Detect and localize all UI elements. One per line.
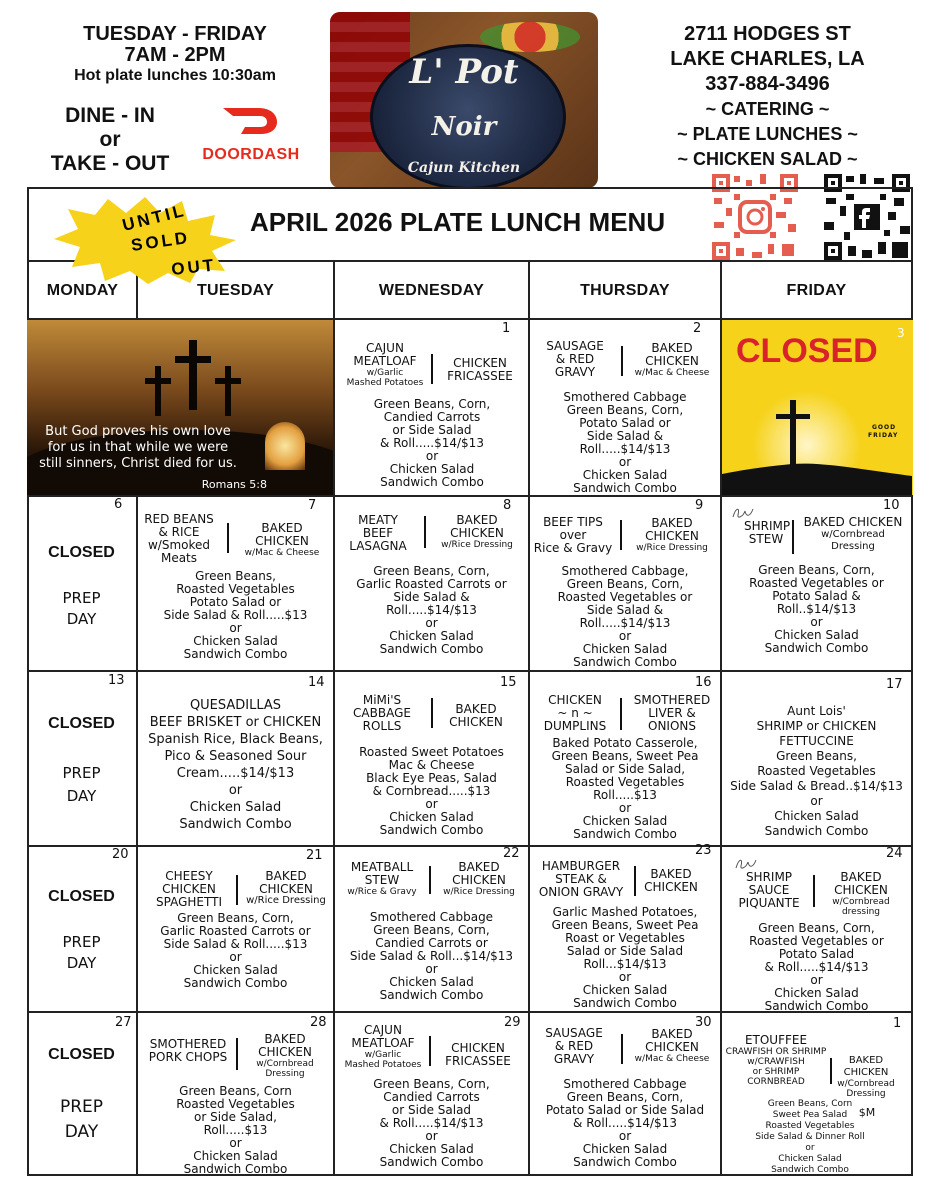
easter-verse-image: [27, 320, 333, 495]
entree-a: SHRIMP STEW: [744, 519, 791, 546]
entree-a: SMOTHERED PORK CHOPS: [148, 1037, 228, 1064]
entree-a: CHICKEN ~ n ~ DUMPLINS: [543, 693, 607, 733]
sides: Green Beans, Roasted Vegetables Potato Salad or Side Salad & Roll.....$13 or Chicken Salad Sandwich Combo: [163, 569, 308, 661]
hours-time: 7AM - 2PM: [124, 44, 226, 66]
phone: 337-884-3496: [705, 73, 830, 95]
entree-b: BAKED CHICKEN w/Rice Dressing: [443, 860, 515, 897]
prep-day: PREP DAY: [62, 933, 101, 972]
closed-label: CLOSED: [736, 332, 878, 370]
day-wednesday: WEDNESDAY: [378, 282, 485, 299]
sides: Roasted Sweet Potatoes Mac & Cheese Black Eye Peas, Salad & Cornbread.....$13 or Chicken Salad Sandwich Combo: [359, 745, 504, 837]
entree-b: BAKED CHICKEN w/Mac & Cheese: [634, 341, 710, 378]
sides: Smothered Cabbage Green Beans, Corn, Candied Carrots or Side Salad & Roll...$14/$13 or Chicken Salad Sandwich Combo: [349, 910, 514, 1002]
day-thursday: THURSDAY: [580, 282, 670, 299]
entree-b: BAKED CHICKEN w/Mac & Cheese: [244, 521, 320, 558]
crosses-icon: [137, 340, 257, 420]
entree-b: BAKED CHICKEN w/Rice Dressing: [636, 516, 708, 553]
date-number: 10: [883, 498, 900, 513]
hours-hot: Hot plate lunches 10:30am: [74, 67, 276, 84]
friday-label: FRIDAY: [868, 432, 899, 439]
logo-line1: L' Pot: [409, 52, 519, 92]
entree-a: CAJUN MEATLOAF w/Garlic Mashed Potatoes: [344, 1023, 422, 1070]
date-number: 13: [108, 673, 125, 688]
entree-b: BAKED CHICKEN w/Cornbread Dressing: [256, 1032, 314, 1079]
entree-b: BAKED CHICKEN w/Rice Dressing: [441, 513, 513, 550]
sides: Green Beans, Corn Roasted Vegetables or Side Salad, Roll.....$13 or Chicken Salad Sandwich Combo: [176, 1084, 295, 1176]
badge-out: OUT: [170, 255, 218, 279]
date-number: 23: [695, 843, 712, 858]
entree-a: HAMBURGER STEAK & ONION GRAVY: [538, 859, 624, 899]
menu-text: QUESADILLAS BEEF BRISKET or CHICKEN Spanish Rice, Black Beans, Pico & Seasoned Sour Cream.....$14/$13 or Chicken Salad Sandwich Combo: [148, 698, 323, 832]
entree-b: CHICKEN FRICASSEE: [447, 356, 513, 383]
verse-text: But God proves his own love for us in that while we were still sinners, Christ died for us.: [39, 424, 237, 471]
entree-b: BAKED CHICKEN w/Cornbread dressing: [832, 870, 890, 917]
hours-block: [50, 24, 300, 86]
closed-label: CLOSED: [48, 544, 115, 561]
sides: Smothered Cabbage Green Beans, Corn, Potato Salad or Side Salad & Roll.....$14/$13 or Chicken Salad Sandwich Combo: [563, 390, 687, 495]
address-block: [625, 22, 910, 172]
entree-b: CHICKEN FRICASSEE: [445, 1041, 511, 1068]
date-number: 24: [886, 846, 903, 861]
doordash-icon: [215, 102, 325, 138]
good-label: GOOD: [872, 424, 897, 431]
prep-day: PREP DAY: [62, 589, 101, 628]
sides: Green Beans, Corn Sweet Pea Salad Roasted Vegetables Side Salad & Dinner Roll or Chicken Salad Sandwich Combo: [755, 1099, 865, 1175]
closed-label: CLOSED: [48, 888, 115, 905]
closed-label: CLOSED: [48, 1046, 115, 1063]
entree-a: MiMi'S CABBAGE ROLLS: [353, 693, 411, 733]
logo-line2: Noir: [431, 112, 497, 142]
date-number: 14: [308, 675, 325, 690]
date-number: 7: [308, 498, 317, 513]
good-friday-closed: [722, 320, 913, 495]
sides: Green Beans, Corn, Roasted Vegetables or Potato Salad & Roll..$14/$13 or Chicken Salad Sandwich Combo: [749, 563, 884, 655]
dine-or: or: [99, 128, 121, 151]
cross-silhouette-icon: [722, 396, 912, 495]
entree-a: BEEF TIPS over Rice & Gravy: [533, 515, 613, 555]
logo-line3: Cajun Kitchen: [407, 160, 521, 176]
entree-b: BAKED CHICKEN w/Cornbread Dressing: [803, 515, 903, 552]
entree-a: ETOUFFEE CRAWFISH OR SHRIMP w/CRAWFISH or SHRIMP CORNBREAD: [725, 1033, 827, 1087]
date-number: 6: [114, 497, 123, 512]
sides: Baked Potato Casserole, Green Beans, Sweet Pea Salad or Side Salad, Roasted Vegetables Roll.....$13 or Chicken Salad Sandwich Combo: [551, 736, 699, 841]
day-monday: MONDAY: [46, 282, 119, 299]
badge-sold: SOLD: [129, 227, 192, 255]
service-plate: ~ PLATE LUNCHES ~: [677, 124, 858, 144]
date-number: 8: [503, 498, 512, 513]
entree-b: BAKED CHICKEN: [644, 867, 698, 894]
date-number: 29: [504, 1015, 521, 1030]
date-number: 16: [695, 675, 712, 690]
entree-a: SHRIMP SAUCE PIQUANTE: [738, 870, 800, 910]
entree-a: MEATBALL STEW w/Rice & Gravy: [347, 860, 417, 897]
take-out: TAKE - OUT: [50, 152, 170, 175]
date-number: 28: [310, 1015, 327, 1030]
entree-b: BAKED CHICKEN w/Cornbread Dressing: [837, 1055, 895, 1099]
menu-title: APRIL 2026 PLATE LUNCH MENU: [250, 207, 666, 237]
prep-day: PREP DAY: [62, 764, 101, 805]
entree-a: SAUSAGE & RED GRAVY: [546, 339, 604, 379]
date-number: 3: [897, 326, 905, 340]
price: $M: [858, 1106, 876, 1119]
entree-a: RED BEANS & RICE w/Smoked Meats: [144, 512, 214, 565]
sides: Smothered Cabbage, Green Beans, Corn, Roasted Vegetables or Side Salad & Roll.....$14/$13 or Chicken Salad Sandwich Combo: [557, 564, 693, 669]
date-number: 1: [893, 1016, 902, 1031]
date-number: 15: [500, 675, 517, 690]
service-catering: ~ CATERING ~: [705, 99, 830, 119]
dine-in: DINE - IN: [65, 104, 155, 127]
date-number: 30: [695, 1015, 712, 1030]
entree-b: BAKED CHICKEN w/Mac & Cheese: [634, 1027, 710, 1064]
sides: Green Beans, Corn, Roasted Vegetables or Potato Salad & Roll.....$14/$13 or Chicken Salad Sandwich Combo: [749, 921, 884, 1013]
entree-b: BAKED CHICKEN w/Rice Dressing: [246, 869, 326, 906]
sides: Green Beans, Corn, Candied Carrots or Side Salad & Roll.....$14/$13 or Chicken Salad Sandwich Combo: [373, 1077, 490, 1169]
prep-day: PREP DAY: [59, 1097, 104, 1142]
entree-a: MEATY BEEF LASAGNA: [349, 513, 407, 553]
date-number: 22: [503, 846, 520, 861]
menu-text: Aunt Lois' SHRIMP or CHICKEN FETTUCCINE Green Beans, Roasted Vegetables Side Salad & Bread..$14/$13 or Chicken Salad Sandwich Combo: [730, 704, 903, 838]
logo: [330, 12, 598, 188]
day-tuesday: TUESDAY: [196, 282, 275, 299]
hours-days: TUESDAY - FRIDAY: [83, 23, 267, 45]
until-sold-out-badge: [50, 195, 240, 285]
entree-a: CHEESY CHICKEN SPAGHETTI: [156, 869, 222, 909]
sides: Green Beans, Corn, Garlic Roasted Carrots or Side Salad & Roll.....$13 or Chicken Salad Sandwich Combo: [160, 911, 311, 990]
address-street: 2711 HODGES ST: [684, 23, 851, 45]
entree-b: SMOTHERED LIVER & ONIONS: [633, 693, 711, 733]
sides: Green Beans, Corn, Candied Carrots or Side Salad & Roll.....$14/$13 or Chicken Salad Sandwich Combo: [373, 397, 491, 489]
date-number: 1: [502, 321, 511, 336]
day-friday: FRIDAY: [786, 282, 847, 299]
entree-b: BAKED CHICKEN: [449, 702, 503, 729]
sides: Garlic Mashed Potatoes, Green Beans, Sweet Pea Roast or Vegetables Salad or Side Salad Roll...$14/$13 or Chicken Salad Sandwich Combo: [551, 905, 699, 1010]
sides: Green Beans, Corn, Garlic Roasted Carrots or Side Salad & Roll.....$14/$13 or Chicken Salad Sandwich Combo: [356, 564, 507, 656]
address-city: LAKE CHARLES, LA: [670, 48, 865, 70]
date-number: 21: [306, 848, 323, 863]
date-number: 9: [695, 498, 704, 513]
date-number: 20: [112, 847, 129, 862]
service-chicken: ~ CHICKEN SALAD ~: [677, 149, 858, 169]
date-number: 17: [886, 677, 903, 692]
verse-ref: Romans 5:8: [201, 478, 267, 491]
closed-label: CLOSED: [48, 715, 115, 732]
dine-block: [40, 104, 180, 176]
date-number: 27: [115, 1015, 132, 1030]
sides: Smothered Cabbage Green Beans, Corn, Potato Salad or Side Salad & Roll.....$14/$13 or Chicken Salad Sandwich Combo: [545, 1077, 705, 1169]
badge-until: UNTIL: [120, 200, 189, 235]
entree-a: SAUSAGE & RED GRAVY: [545, 1026, 603, 1066]
entree-a: CAJUN MEATLOAF w/Garlic Mashed Potatoes: [346, 341, 424, 388]
doordash-label: DOORDASH: [202, 146, 300, 163]
date-number: 2: [693, 321, 702, 336]
